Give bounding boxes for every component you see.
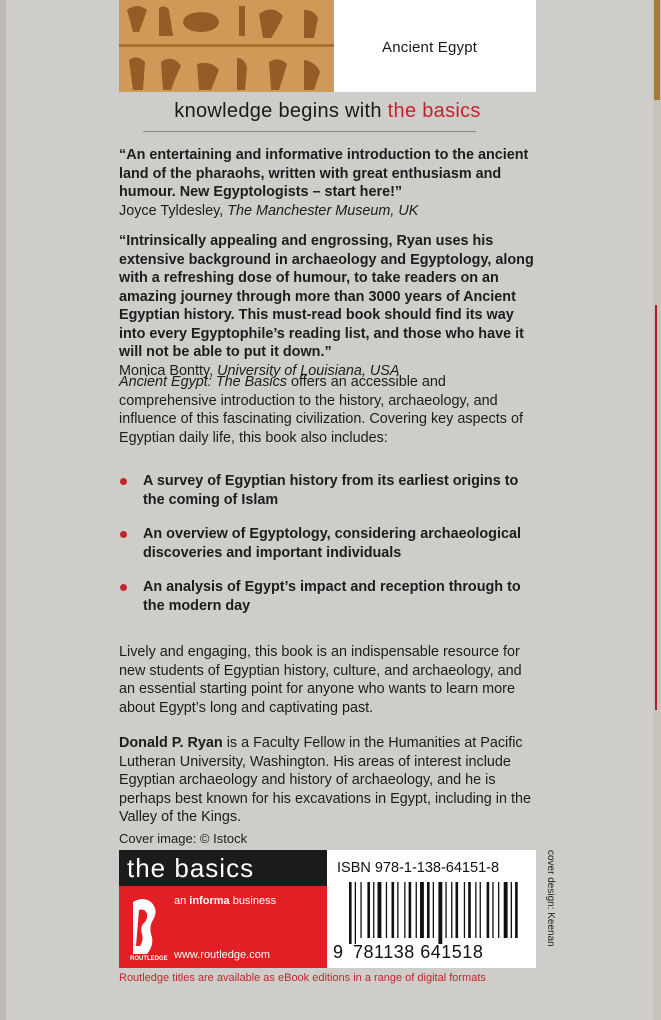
publisher-website: www.routledge.com xyxy=(174,949,270,961)
barcode-bar xyxy=(373,882,374,938)
list-item-text: An analysis of Egypt’s impact and reception through to the modern day xyxy=(143,579,521,614)
isbn-barcode xyxy=(327,850,536,968)
book-title: Ancient Egypt: The Basics xyxy=(119,374,287,390)
list-item xyxy=(119,578,539,615)
barcode-bar xyxy=(392,882,395,938)
tagline-divider xyxy=(143,131,476,132)
cover-image-credit: Cover image: © Istock xyxy=(119,831,248,846)
tagline-prefix: knowledge begins with xyxy=(174,100,388,122)
barcode-bar xyxy=(456,882,459,938)
barcode-number xyxy=(333,942,484,963)
barcode-bar xyxy=(355,882,356,944)
bullet-dot-icon xyxy=(120,584,127,591)
informa-suffix: business xyxy=(229,895,277,907)
barcode-bar xyxy=(464,882,465,938)
barcode-bar xyxy=(511,882,512,938)
series-wordmark: the basics xyxy=(127,853,255,883)
tagline-highlight: the basics xyxy=(387,100,481,122)
review-quote-2 xyxy=(119,232,539,380)
bullet-dot-icon xyxy=(120,531,127,538)
hieroglyph-image xyxy=(119,0,334,92)
list-item xyxy=(119,472,539,509)
barcode-bar xyxy=(349,882,352,944)
publisher-panel xyxy=(119,850,327,968)
right-edge xyxy=(653,0,661,1020)
series-title: Ancient Egypt xyxy=(382,39,478,56)
barcode-bar xyxy=(445,882,446,938)
spine-red-strip xyxy=(655,305,657,710)
series-title-box xyxy=(334,0,536,92)
review-quote-1 xyxy=(119,146,539,220)
barcode-bar xyxy=(416,882,417,938)
feature-list xyxy=(119,472,539,631)
barcode-bar xyxy=(498,882,499,938)
barcode-bar xyxy=(487,882,490,938)
barcode-bar xyxy=(504,882,508,938)
summary-paragraph: Lively and engaging, this book is an indispensable resource for new students of Egyptian history, culture, and archaeology, and an essential starting point for anyone who wants to learn more about Egypt’s long and captivating past. xyxy=(119,644,522,716)
barcode-bar xyxy=(451,882,452,938)
isbn-label: ISBN 978-1-138-64151-8 xyxy=(337,860,500,876)
ebook-availability-note: Routledge titles are available as eBook editions in a range of digital formats xyxy=(119,972,486,984)
barcode-bar xyxy=(475,882,476,938)
informa-prefix: an xyxy=(174,895,190,907)
quote-text: “An entertaining and informative introduction to the ancient land of the pharaohs, written with great enthusiasm and humour. New Egyptologists – start here!” xyxy=(119,147,529,200)
barcode-digits: 781138 641518 xyxy=(353,942,484,962)
list-item-text: A survey of Egyptian history from its earliest origins to the coming of Islam xyxy=(143,473,519,508)
quote-text: “Intrinsically appealing and engrossing, Ryan uses his extensive background in archaeology and Egyptology, along with a refreshing dose of humour, to take readers on an amazing journey through more than 3000 years of Ancient Egyptian history. This must-read book should find its way into every Egyptophile’s reading list, and those who have it will not be able to put it down.” xyxy=(119,233,534,360)
quote-attribution xyxy=(119,202,539,221)
routledge-logo-icon xyxy=(127,892,168,962)
informa-bold: informa xyxy=(189,895,230,907)
barcode-bar xyxy=(515,882,518,938)
book-description xyxy=(119,373,539,447)
barcode-bar xyxy=(404,882,405,938)
description-text: offers an accessible and comprehensive introduction to the history, archaeology, and influence of this fascinating civilization. Covering key aspects of Egyptian daily life, this book also includes: xyxy=(119,374,523,446)
barcode-bar xyxy=(480,882,481,938)
spine-image-strip xyxy=(654,0,660,100)
barcode-bar xyxy=(438,882,442,944)
author-name: Donald P. Ryan xyxy=(119,735,223,751)
quote-affiliation: University of Louisiana, USA xyxy=(217,362,400,379)
barcode-bar xyxy=(386,882,387,938)
quote-author: Monica Bontty, xyxy=(119,362,218,379)
barcode-bar xyxy=(360,882,361,938)
barcode-bar xyxy=(420,882,424,938)
list-item xyxy=(119,525,539,562)
bullet-dot-icon xyxy=(120,478,127,485)
quote-affiliation: The Manchester Museum, UK xyxy=(227,202,419,219)
barcode-bar xyxy=(367,882,370,938)
author-bio-text: is a Faculty Fellow in the Humanities at Pacific Lutheran University, Washington. His areas of interest include Egyptian archaeology and history of archaeology, and he is perhaps best known for his excavations in Egypt, including in the Valley of the Kings. xyxy=(119,735,531,825)
barcode-bar xyxy=(468,882,471,938)
barcode-bar xyxy=(433,882,434,938)
left-edge xyxy=(0,0,6,1020)
series-banner xyxy=(119,850,327,886)
logo-wordmark: ROUTLEDGE xyxy=(130,956,168,962)
barcode-bar xyxy=(409,882,412,938)
barcode-bar xyxy=(378,882,382,938)
barcode-bar xyxy=(427,882,430,938)
author-bio xyxy=(119,734,539,827)
barcode-first-digit: 9 xyxy=(333,942,344,962)
cover-design-credit: cover design: Keenan xyxy=(545,850,556,947)
barcode-bar xyxy=(397,882,398,938)
informa-tagline xyxy=(174,895,276,907)
list-item-text: An overview of Egyptology, considering archaeological discoveries and important individuals xyxy=(143,526,521,561)
tagline xyxy=(119,100,536,123)
quote-author: Joyce Tyldesley, xyxy=(119,202,228,219)
barcode-bar xyxy=(492,882,493,938)
